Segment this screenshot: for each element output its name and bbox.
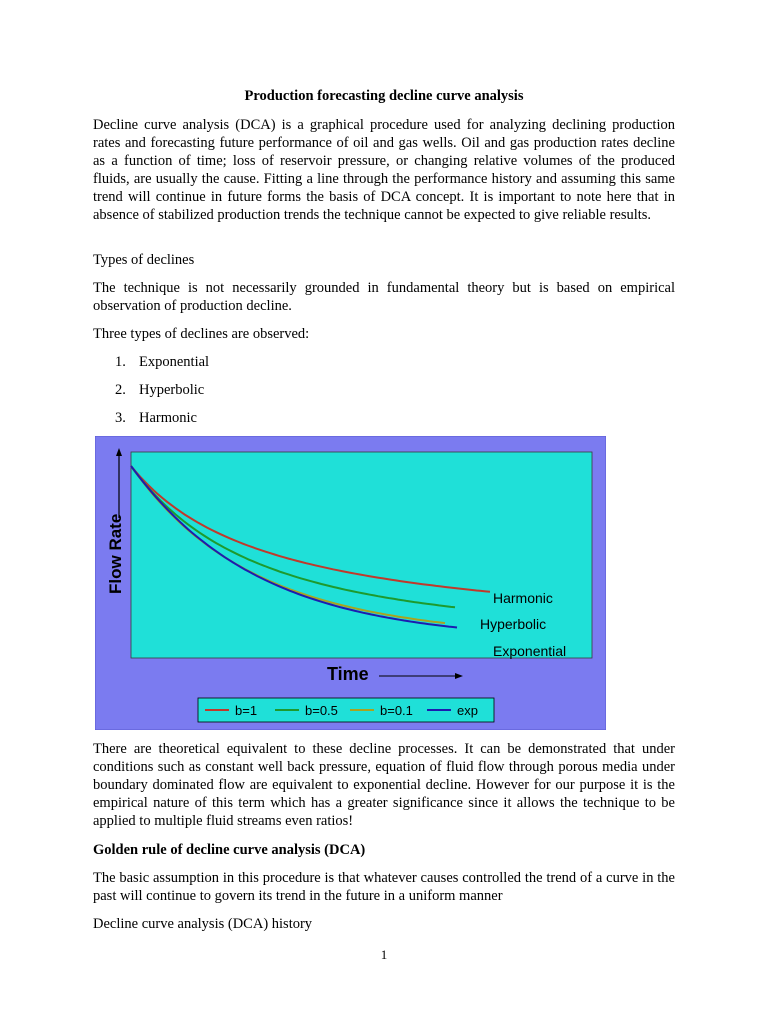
decline-curve-chart — [95, 436, 606, 730]
legend-label: exp — [457, 703, 478, 718]
page-number: 1 — [380, 947, 388, 962]
list-item: 1. Exponential — [115, 354, 210, 370]
legend-label: b=1 — [235, 703, 258, 718]
legend-label: b=0.1 — [380, 703, 413, 718]
decline-types-list — [115, 353, 209, 437]
golden-rule-paragraph: The basic assumption in this procedure is that whatever causes controlled the trend of a curve in the past will continue to govern its trend in the future in a uniform manner — [93, 870, 675, 904]
types-paragraph: The technique is not necessarily grounded in fundamental theory but is based on empirical observation of production decline. — [93, 280, 675, 314]
list-item: 2. Hyperbolic — [115, 382, 205, 398]
intro-paragraph: Decline curve analysis (DCA) is a graphical procedure used for analyzing declining production rates and forecasting future performance of oil and gas wells. Oil and gas production rates decline as a function of time; loss of reservoir pressure, or changing relative volumes of the produced fluids, are usually the cause. Fitting a line through the performance history and assuming this same trend will continue in future forms the basis of DCA concept. It is important to note here that in absence of stabilized production trends the technique cannot be expected to give reliable results. — [93, 117, 675, 223]
document-title: Production forecasting decline curve analysis — [244, 88, 524, 104]
history-heading: Decline curve analysis (DCA) history — [93, 916, 313, 932]
types-heading: Types of declines — [93, 252, 195, 268]
curve-label-harmonic: Harmonic — [493, 590, 553, 606]
list-item: 3. Harmonic — [115, 410, 197, 426]
three-types-line: Three types of declines are observed: — [93, 326, 310, 342]
x-axis-label: Time — [327, 664, 369, 684]
y-axis-label: Flow Rate — [106, 513, 125, 594]
curve-label-exponential: Exponential — [493, 643, 567, 659]
legend-label: b=0.5 — [305, 703, 338, 718]
theory-paragraph: There are theoretical equivalent to these decline processes. It can be demonstrated that under conditions such as constant well back pressure, equation of fluid flow through porous media under boundary dominated flow are equivalent to exponential decline. However for our purpose it is the empirical nature of this term which has a greater significance since it allows the technique to be applied to multiple fluid streams even ratios! — [93, 741, 675, 829]
golden-rule-heading: Golden rule of decline curve analysis (DCA) — [93, 842, 366, 858]
curve-label-hyperbolic: Hyperbolic — [480, 616, 547, 632]
